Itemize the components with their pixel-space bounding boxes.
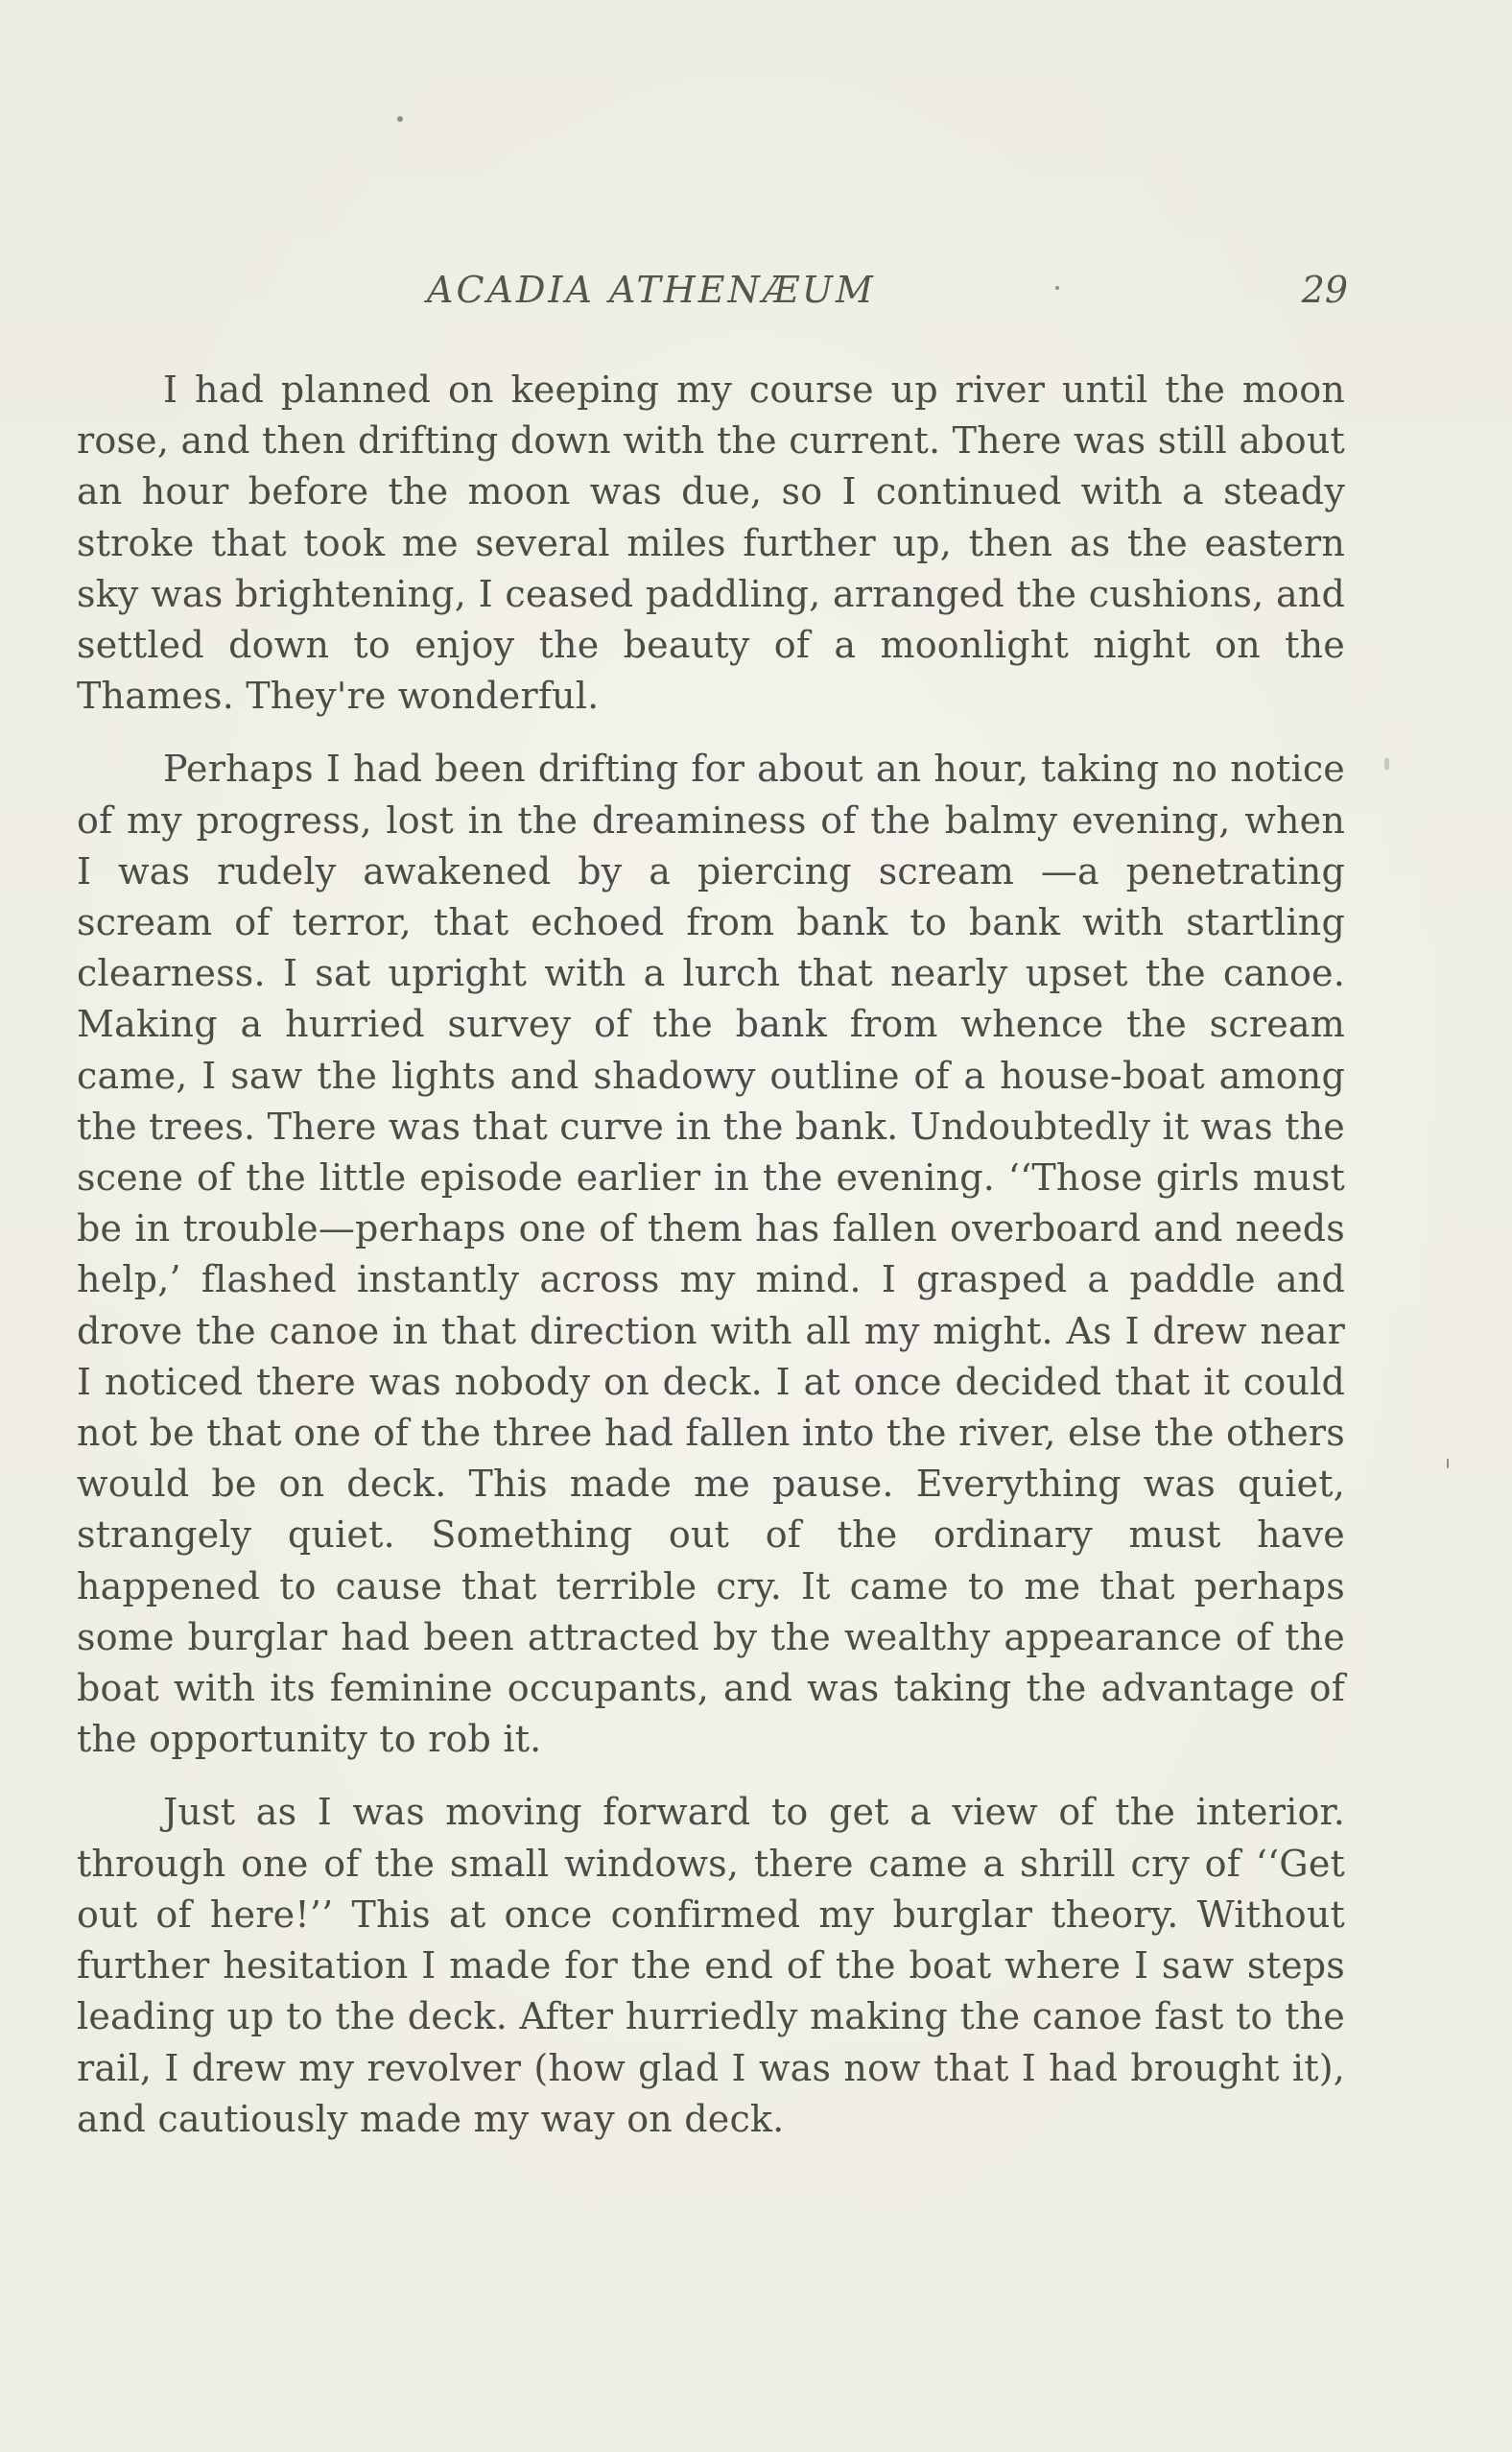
- paragraph: I had planned on keeping my course up river until the moon rose, and then drifting down with the current. There was still about an hour before the moon was due, so I continued with a steady stroke that took me several miles further up, then as the eastern sky was brightening, I ceased paddling, arranged the cushions, and settled down to enjoy the beauty of a moonlight night on the Thames. They're wonderful.: [77, 369, 1345, 718]
- ink-speck: [1447, 1459, 1449, 1468]
- ink-speck: [1384, 758, 1389, 770]
- ink-speck: [397, 116, 403, 122]
- page-number: 29: [1301, 269, 1348, 311]
- paragraph: Just as I was moving forward to get a view of the interior. through one of the small windows, there came a shrill cry of ‘‘Get out of here!’’ This at once confirmed my burglar theory. Without further hesitation I made for the end of the boat where I saw steps leading up to the deck. After hurriedly making the canoe fast to the rail, I drew my revolver (how glad I was now that I had brought it), and cautiously made my way on deck.: [77, 1791, 1345, 2140]
- paragraph: Perhaps I had been drifting for about an hour, taking no notice of my progress, lost in the dreaminess of the balmy evening, when I was rudely awakened by a piercing scream —a penetrating scream of terror, that echoed from bank to bank with startling clearness. I sat upright with a lurch that nearly upset the canoe. Making a hurried survey of the bank from whence the scream came, I saw the lights and shadowy outline of a house-boat among the trees. There was that curve in the bank. Undoubtedly it was the scene of the little episode earlier in the evening. ‘‘Those girls must be in trouble—perhaps one of them has fallen overboard and needs help,’ flashed instantly across my mind. I grasped a paddle and drove the canoe in that direction with all my might. As I drew near I noticed there was nobody on deck. I at once decided that it could not be that one of the three had fallen into the river, else the others would be on deck. This made me pause. Everything was quiet, strangely quiet. Something out of the ordinary must have happened to cause that terrible cry. It came to me that perhaps some burglar had been attracted by the wealthy appearance of the boat with its feminine occupants, and was taking the advantage of the opportunity to rob it.: [77, 748, 1345, 1761]
- article-body: [77, 365, 1345, 2167]
- running-header: [427, 269, 1348, 326]
- running-title: ACADIA ATHENÆUM: [427, 269, 876, 311]
